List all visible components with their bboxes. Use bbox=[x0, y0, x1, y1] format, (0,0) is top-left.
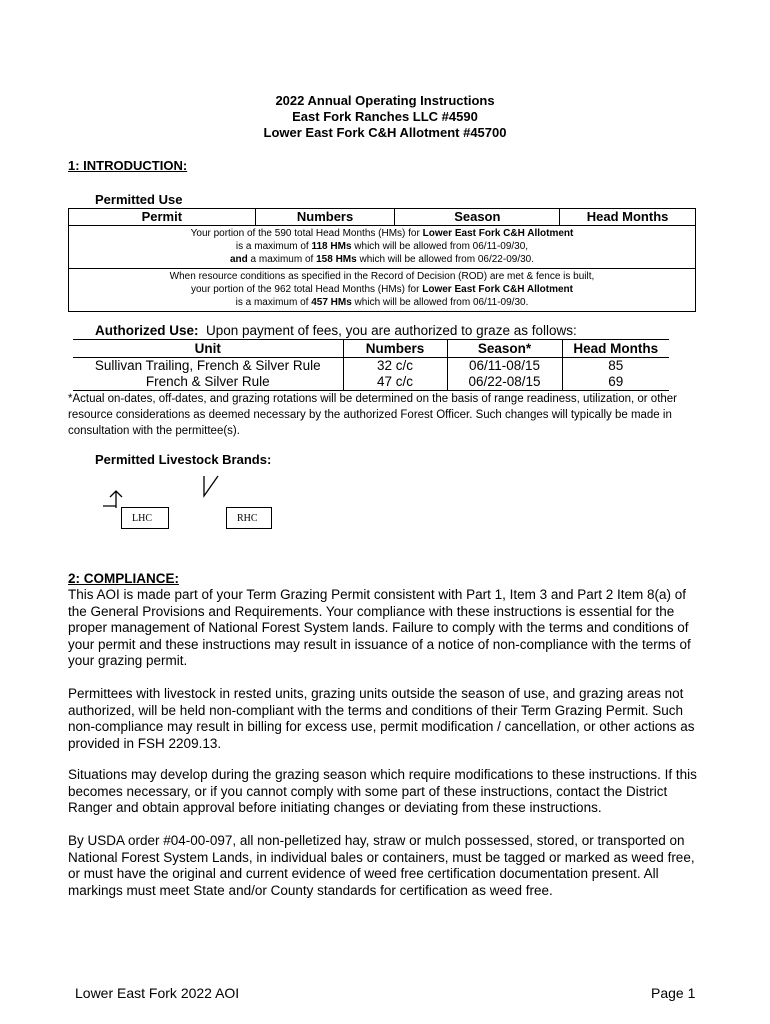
table-row bbox=[69, 269, 696, 312]
row1-and: and bbox=[229, 254, 248, 265]
brand-angle-icon bbox=[198, 472, 224, 500]
row1-text: which will be allowed from 06/22-09/30. bbox=[356, 254, 535, 265]
row1-text: which will be allowed from 06/11-09/30, bbox=[351, 241, 529, 252]
brands-label: Permitted Livestock Brands: bbox=[95, 452, 272, 467]
compliance-paragraph-4: By USDA order #04-00-097, all non-pelletized hay, straw or mulch possessed, stored, or transported on National Forest System Lands, in individual bales or containers, must be tagged or marked as weed free, or must have the original and current evidence of weed free certification documentation present. All markings must meet State and/or County standards for certification as weed free. bbox=[68, 833, 695, 898]
row1-hms-118: 118 HMs bbox=[311, 241, 352, 252]
authorized-use-table bbox=[73, 339, 669, 391]
col-head-months: Head Months bbox=[560, 209, 696, 226]
cell-head-months: 69 bbox=[562, 374, 669, 391]
table-row bbox=[69, 226, 696, 269]
col-permit: Permit bbox=[69, 209, 256, 226]
row2-text: which will be allowed from 06/11-09/30. bbox=[351, 297, 529, 308]
col-season: Season bbox=[395, 209, 560, 226]
compliance-paragraph-3: Situations may develop during the grazing season which require modifications to these instructions. If this becomes necessary, or if you cannot comply with some part of these instructions, contact the District Ranger and obtain approval before initiating changes or deviating from these instructions. bbox=[68, 767, 697, 815]
permit-row-1-text bbox=[69, 226, 696, 269]
auth-table-header bbox=[73, 340, 669, 358]
footer-document-name: Lower East Fork 2022 AOI bbox=[75, 985, 240, 1001]
compliance-paragraph-1: This AOI is made part of your Term Grazing Permit consistent with Part 1, Item 3 and Part 2 Item 8(a) of the General Provisions and Requirements. Your compliance with these instructions is essential for the proper management of National Forest System lands. Failure to comply with the terms and conditions of your permit and these instructions may result in issuance of a notice of non-compliance with the terms of your grazing permit. bbox=[68, 587, 691, 668]
season-note: *Actual on-dates, off-dates, and grazing rotations will be determined on the basis of range readiness, utilization, or other resource considerations as deemed necessary by the authorized Forest Officer. Such changes will typically be made in consultation with the permittee(s). bbox=[68, 393, 678, 437]
row1-text: a maximum of bbox=[247, 254, 317, 265]
title-line-3: Lower East Fork C&H Allotment #45700 bbox=[263, 125, 507, 140]
cell-numbers: 47 c/c bbox=[343, 374, 447, 391]
table-row bbox=[73, 358, 669, 375]
footer-page-number: Page 1 bbox=[651, 985, 696, 1001]
table-row bbox=[73, 374, 669, 391]
cell-season: 06/22-08/15 bbox=[447, 374, 562, 391]
row2-text: is a maximum of bbox=[235, 297, 312, 308]
permit-row-2-text bbox=[69, 269, 696, 312]
row2-allotment: Lower East Fork C&H Allotment bbox=[422, 284, 573, 295]
cell-numbers: 32 c/c bbox=[343, 358, 447, 375]
row2-text: your portion of the 962 total Head Months (HMs) for bbox=[191, 284, 423, 295]
permit-table-header bbox=[69, 209, 696, 226]
col-numbers: Numbers bbox=[343, 340, 447, 358]
brand-lhc: LHC bbox=[121, 507, 169, 529]
document-title bbox=[0, 93, 770, 141]
row1-allotment: Lower East Fork C&H Allotment bbox=[422, 228, 574, 239]
authorized-use-label bbox=[95, 323, 577, 338]
permitted-use-table bbox=[68, 208, 696, 312]
permitted-use-label: Permitted Use bbox=[95, 192, 183, 207]
cell-unit: French & Silver Rule bbox=[73, 374, 343, 391]
authorized-use-title: Authorized Use: bbox=[95, 323, 199, 338]
col-numbers: Numbers bbox=[255, 209, 395, 226]
row2-hms-457: 457 HMs bbox=[311, 297, 352, 308]
cell-season: 06/11-08/15 bbox=[447, 358, 562, 375]
title-line-2: East Fork Ranches LLC #4590 bbox=[292, 109, 478, 124]
title-line-1: 2022 Annual Operating Instructions bbox=[275, 93, 495, 108]
cell-head-months: 85 bbox=[562, 358, 669, 375]
row1-text: is a maximum of bbox=[235, 241, 312, 252]
col-head-months: Head Months bbox=[562, 340, 669, 358]
cell-unit: Sullivan Trailing, French & Silver Rule bbox=[94, 358, 321, 373]
brand-rhc: RHC bbox=[226, 507, 272, 529]
row2-text: When resource conditions as specified in the Record of Decision (ROD) are met & fence is built, bbox=[169, 271, 595, 282]
col-season: Season* bbox=[447, 340, 562, 358]
authorized-use-text: Upon payment of fees, you are authorized to graze as follows: bbox=[198, 323, 577, 338]
col-unit: Unit bbox=[73, 340, 343, 358]
compliance-paragraph-2: Permittees with livestock in rested units, grazing units outside the season of use, and grazing areas not authorized, will be held non-compliant with the terms and conditions of their Term Grazing Permit. Such non-compliance may result in billing for excess use, permit modification / cancellation, or other actions as provided in FSH 2209.13. bbox=[68, 686, 695, 751]
row1-hms-158: 158 HMs bbox=[316, 254, 357, 265]
section-1-heading: 1: INTRODUCTION: bbox=[68, 158, 188, 173]
section-2-heading: 2: COMPLIANCE: bbox=[68, 571, 179, 586]
row1-text: Your portion of the 590 total Head Months (HMs) for bbox=[190, 228, 423, 239]
